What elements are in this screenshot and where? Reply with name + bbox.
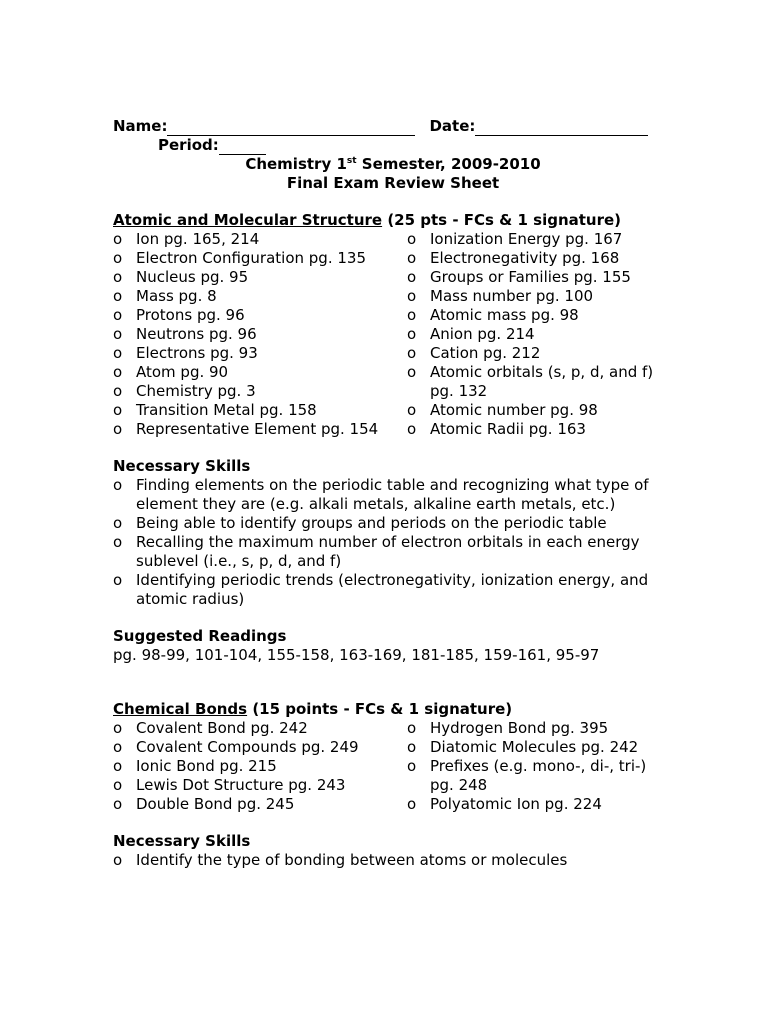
- list-item: o Neutrons pg. 96: [113, 325, 407, 344]
- list-item: o Atomic mass pg. 98: [407, 306, 673, 325]
- atomic-terms: [113, 230, 673, 439]
- list-item: o Double Bond pg. 245: [113, 795, 407, 814]
- list-item: o Polyatomic Ion pg. 224: [407, 795, 673, 814]
- bond-terms-left: [113, 719, 407, 814]
- list-item: o Nucleus pg. 95: [113, 268, 407, 287]
- page-title: Chemistry 1st Semester, 2009-2010: [245, 155, 541, 173]
- list-item: o Electrons pg. 93: [113, 344, 407, 363]
- list-item: o Being able to identify groups and periods on the periodic table: [113, 514, 673, 533]
- list-item: o Mass number pg. 100: [407, 287, 673, 306]
- list-item: o Chemistry pg. 3: [113, 382, 407, 401]
- list-item: o Lewis Dot Structure pg. 243: [113, 776, 407, 795]
- section-heading-atomic: Atomic and Molecular Structure (25 pts - FCs & 1 signature): [113, 211, 622, 229]
- list-item: o Atomic number pg. 98: [407, 401, 673, 420]
- page-subtitle: Final Exam Review Sheet: [286, 174, 500, 192]
- list-item: o Electronegativity pg. 168: [407, 249, 673, 268]
- readings-heading: Suggested Readings: [113, 627, 287, 645]
- list-item: o Prefixes (e.g. mono-, di-, tri-) pg. 248: [407, 757, 673, 795]
- name-label: Name:: [113, 117, 168, 135]
- readings-text: pg. 98-99, 101-104, 155-158, 163-169, 181-185, 159-161, 95-97: [113, 646, 600, 664]
- list-item: o Atomic orbitals (s, p, d, and f) pg. 132: [407, 363, 673, 401]
- list-item: o Ionic Bond pg. 215: [113, 757, 407, 776]
- list-item: o Anion pg. 214: [407, 325, 673, 344]
- name-date-row: [113, 117, 673, 136]
- period-row: [113, 136, 673, 155]
- list-item: o Mass pg. 8: [113, 287, 407, 306]
- skills-list: [113, 476, 673, 609]
- skills-heading: Necessary Skills: [113, 457, 251, 475]
- list-item: o Recalling the maximum number of electron orbitals in each energy sublevel (i.e., s, p, d, and f): [113, 533, 673, 571]
- period-blank: [219, 140, 266, 155]
- atomic-terms-left: [113, 230, 407, 439]
- list-item: o Transition Metal pg. 158: [113, 401, 407, 420]
- skills-heading: Necessary Skills: [113, 832, 251, 850]
- list-item: o Groups or Families pg. 155: [407, 268, 673, 287]
- bond-terms-right: [407, 719, 673, 814]
- period-label: Period:: [158, 136, 219, 154]
- name-blank: [167, 121, 415, 136]
- list-item: o Electron Configuration pg. 135: [113, 249, 407, 268]
- list-item: o Protons pg. 96: [113, 306, 407, 325]
- list-item: o Covalent Bond pg. 242: [113, 719, 407, 738]
- list-item: o Hydrogen Bond pg. 395: [407, 719, 673, 738]
- atomic-terms-right: [407, 230, 673, 439]
- section-heading-bonds: Chemical Bonds (15 points - FCs & 1 signature): [113, 700, 513, 718]
- date-label: Date:: [429, 117, 476, 135]
- list-item: o Atom pg. 90: [113, 363, 407, 382]
- list-item: o Atomic Radii pg. 163: [407, 420, 673, 439]
- list-item: o Covalent Compounds pg. 249: [113, 738, 407, 757]
- skills-list: [113, 851, 673, 870]
- list-item: o Identify the type of bonding between atoms or molecules: [113, 851, 673, 870]
- list-item: o Diatomic Molecules pg. 242: [407, 738, 673, 757]
- review-sheet: [113, 117, 673, 870]
- list-item: o Ionization Energy pg. 167: [407, 230, 673, 249]
- list-item: o Identifying periodic trends (electronegativity, ionization energy, and atomic radius): [113, 571, 673, 609]
- list-item: o Cation pg. 212: [407, 344, 673, 363]
- bond-terms: [113, 719, 673, 814]
- list-item: o Representative Element pg. 154: [113, 420, 407, 439]
- list-item: o Finding elements on the periodic table and recognizing what type of element they are (e.g. alkali metals, alkaline earth metals, etc.): [113, 476, 673, 514]
- list-item: o Ion pg. 165, 214: [113, 230, 407, 249]
- date-blank: [475, 121, 648, 136]
